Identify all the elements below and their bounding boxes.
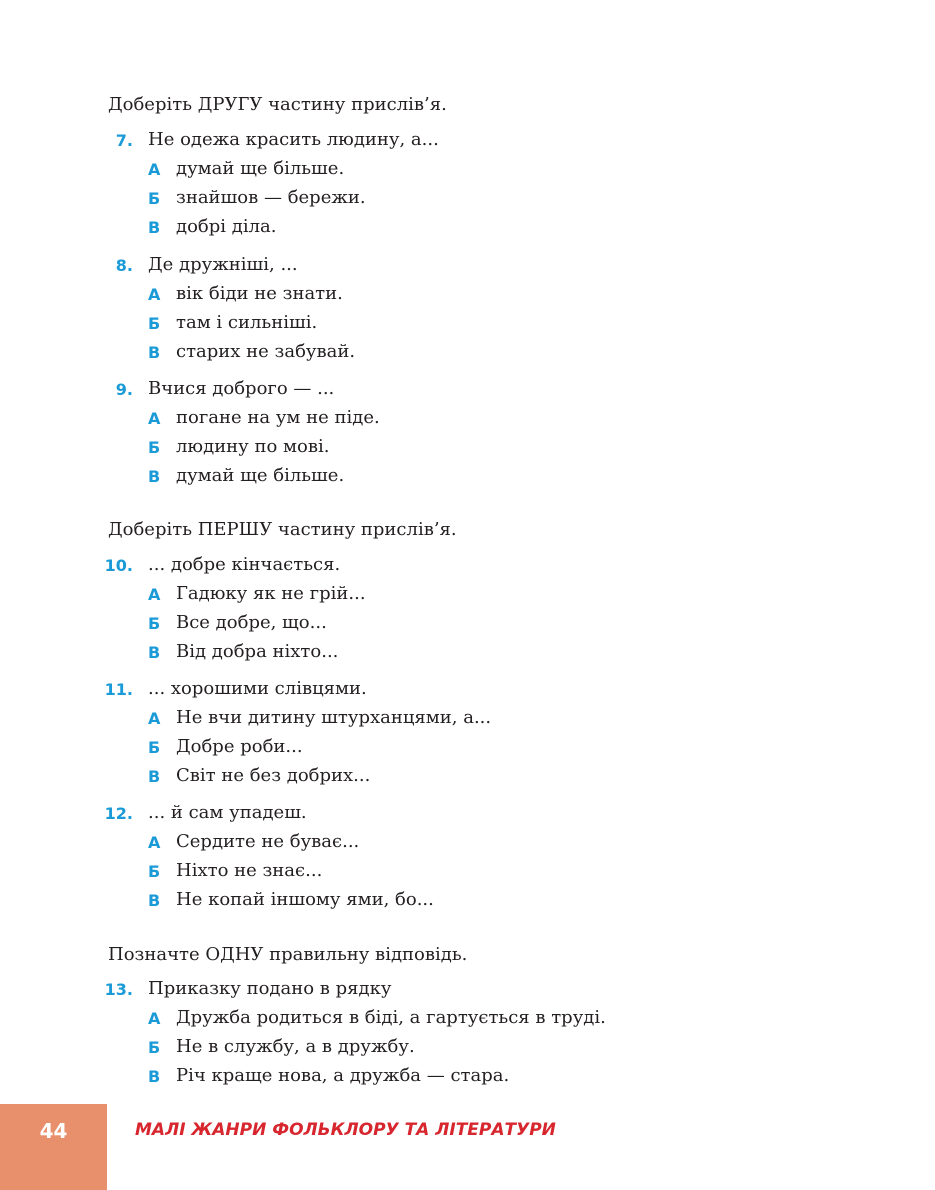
option-text: Не копай іншому ями, бо...	[176, 889, 434, 910]
page-number: 44	[39, 1119, 68, 1143]
footer-page-box	[0, 1104, 107, 1190]
option-letter: Б	[148, 862, 161, 881]
option-letter: В	[148, 1067, 161, 1086]
option-text: Не в службу, а в дружбу.	[176, 1036, 415, 1057]
option-letter: Б	[148, 314, 161, 333]
option-text: Світ не без добрих...	[176, 765, 371, 786]
question-text: Не одежа красить людину, а...	[148, 129, 439, 150]
option-text: Добре роби...	[176, 736, 303, 757]
question-text: Де дружніші, ...	[148, 254, 298, 275]
option-text: Не вчи дитину штурханцями, а...	[176, 707, 492, 728]
option-text: Гадюку як не грій...	[176, 583, 366, 604]
question-text: ... добре кінчається.	[148, 554, 341, 575]
chapter-title: МАЛІ ЖАНРИ ФОЛЬКЛОРУ ТА ЛІТЕРАТУРИ	[135, 1120, 556, 1140]
option-letter: В	[148, 767, 161, 786]
question-number: 9.	[115, 380, 133, 399]
option-letter: А	[148, 409, 161, 428]
option-letter: В	[148, 891, 161, 910]
section-title: Позначте ОДНУ правильну відповідь.	[108, 944, 468, 965]
option-letter: А	[148, 285, 161, 304]
section-title: Доберіть ДРУГУ частину прислів’я.	[108, 94, 447, 115]
option-letter: Б	[148, 438, 161, 457]
option-text: добрі діла.	[176, 216, 277, 237]
question-number: 13.	[104, 980, 133, 999]
option-text: Сердите не буває...	[176, 831, 360, 852]
option-text: людину по мові.	[176, 436, 330, 457]
question-text: ... й сам упадеш.	[148, 802, 307, 823]
option-letter: В	[148, 343, 161, 362]
option-letter: В	[148, 643, 161, 662]
question-number: 11.	[104, 680, 133, 699]
option-text: Річ краще нова, а дружба — стара.	[176, 1065, 510, 1086]
option-text: погане на ум не піде.	[176, 407, 380, 428]
question-text: Вчися доброго — ...	[148, 378, 335, 399]
option-text: думай ще більше.	[176, 158, 345, 179]
option-text: Від добра ніхто...	[176, 641, 339, 662]
option-letter: Б	[148, 189, 161, 208]
question-text: Приказку подано в рядку	[148, 978, 392, 999]
option-text: Дружба родиться в біді, а гартується в труді.	[176, 1007, 606, 1028]
option-text: знайшов — бережи.	[176, 187, 366, 208]
option-letter: Б	[148, 614, 161, 633]
option-letter: А	[148, 585, 161, 604]
option-letter: А	[148, 160, 161, 179]
option-text: Ніхто не знає...	[176, 860, 323, 881]
option-letter: А	[148, 1009, 161, 1028]
question-number: 10.	[104, 556, 133, 575]
option-text: вік біди не знати.	[176, 283, 343, 304]
option-text: Все добре, що...	[176, 612, 327, 633]
question-text: ... хорошими слівцями.	[148, 678, 367, 699]
question-number: 8.	[115, 256, 133, 275]
option-letter: В	[148, 467, 161, 486]
option-text: там і сильніші.	[176, 312, 318, 333]
option-letter: Б	[148, 1038, 161, 1057]
section-title: Доберіть ПЕРШУ частину прислів’я.	[108, 519, 457, 540]
option-letter: В	[148, 218, 161, 237]
option-letter: А	[148, 709, 161, 728]
option-text: думай ще більше.	[176, 465, 345, 486]
option-text: старих не забувай.	[176, 341, 356, 362]
option-letter: А	[148, 833, 161, 852]
question-number: 7.	[115, 131, 133, 150]
option-letter: Б	[148, 738, 161, 757]
question-number: 12.	[104, 804, 133, 823]
